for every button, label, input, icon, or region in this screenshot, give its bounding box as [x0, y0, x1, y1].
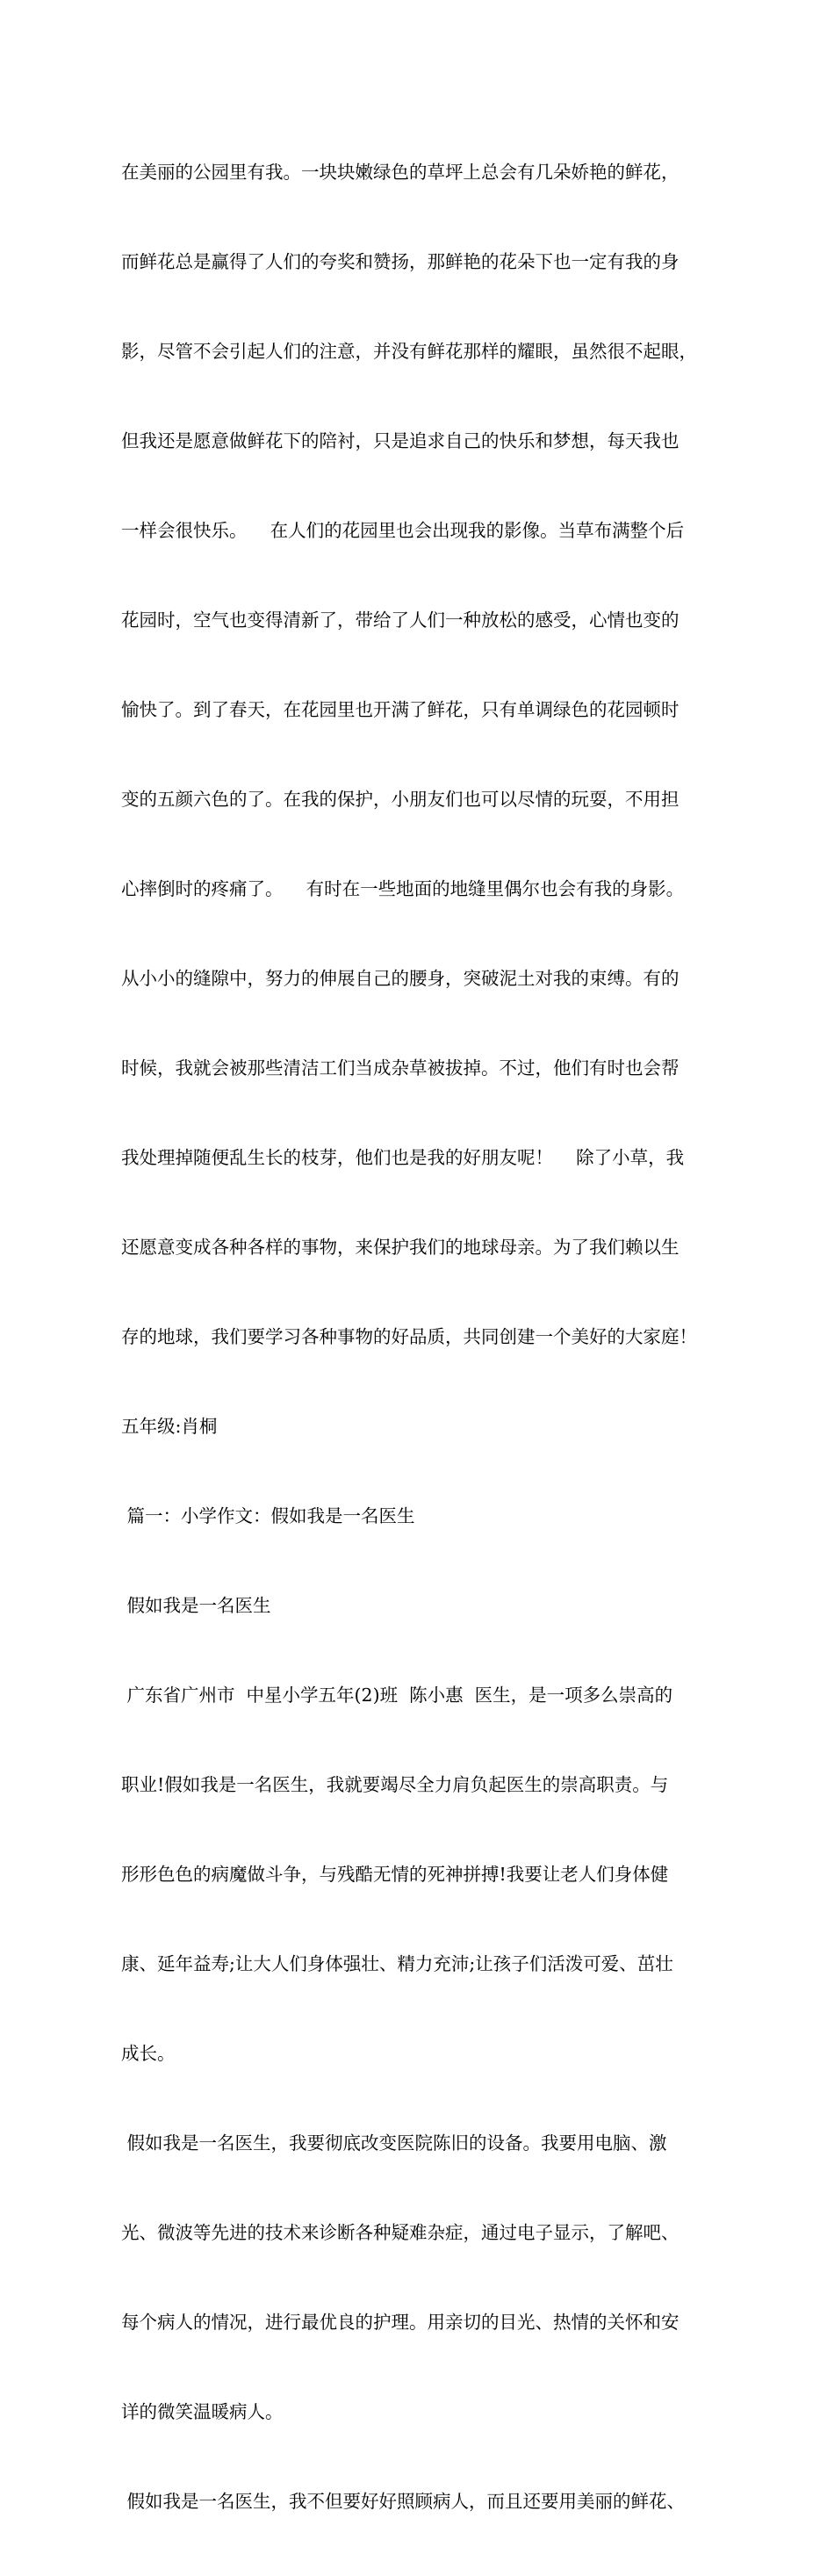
text-line: 影，尽管不会引起人们的注意，并没有鲜花那样的耀眼，虽然很不起眼，	[121, 341, 697, 362]
text-line: 详的微笑温暖病人。	[121, 2401, 284, 2422]
text-line: 存的地球，我们要学习各种事物的好品质，共同创建一个美好的大家庭！	[121, 1326, 697, 1347]
text-line: 而鲜花总是赢得了人们的夸奖和赞扬，那鲜艳的花朵下也一定有我的身	[121, 251, 679, 272]
text-line: 职业!假如我是一名医生，我就要竭尽全力肩负起医生的崇高职责。与	[121, 1774, 669, 1795]
text-line: 假如我是一名医生，我要彻底改变医院陈旧的设备。我要用电脑、激	[121, 2132, 667, 2154]
essay-title: 假如我是一名医生	[121, 1595, 271, 1616]
text-line: 成长。	[121, 2043, 176, 2064]
text-line: 从小小的缝隙中，努力的伸展自己的腰身，突破泥土对我的束缚。有的	[121, 968, 679, 989]
section-heading: 篇一：小学作文：假如我是一名医生	[121, 1505, 415, 1526]
text-line: 一样会很快乐。 在人们的花园里也会出现我的影像。当草布满整个后	[121, 520, 685, 541]
text-line: 但我还是愿意做鲜花下的陪衬，只是追求自己的快乐和梦想，每天我也	[121, 430, 679, 451]
text-line: 变的五颜六色的了。在我的保护，小朋友们也可以尽情的玩耍，不用担	[121, 789, 679, 810]
text-line: 广东省广州市 中星小学五年(2)班 陈小惠 医生，是一项多么崇高的	[121, 1685, 673, 1706]
text-line: 康、延年益寿;让大人们身体强壮、精力充沛;让孩子们活泼可爱、茁壮	[121, 1953, 673, 1974]
text-line: 心摔倒时的疼痛了。 有时在一些地面的地缝里偶尔也会有我的身影。	[121, 878, 685, 899]
text-line: 花园时，空气也变得清新了，带给了人们一种放松的感受，心情也变的	[121, 610, 679, 631]
text-line: 假如我是一名医生，我不但要好好照顾病人，而且还要用美丽的鲜花、	[121, 2491, 686, 2512]
text-line: 我处理掉随便乱生长的枝芽，他们也是我的好朋友呢！ 除了小草，我	[121, 1147, 685, 1168]
text-line: 每个病人的情况，进行最优良的护理。用亲切的目光、热情的关怀和安	[121, 2312, 679, 2333]
document-body	[121, 97, 736, 2576]
text-line: 形形色色的病魔做斗争，与残酷无情的死神拼搏!我要让老人们身体健	[121, 1864, 669, 1885]
text-line: 在美丽的公园里有我。一块块嫩绿色的草坪上总会有几朵娇艳的鲜花，	[121, 162, 679, 183]
author-line: 五年级:肖桐	[121, 1416, 218, 1437]
text-line: 时候，我就会被那些清洁工们当成杂草被拔掉。不过，他们有时也会帮	[121, 1057, 679, 1079]
text-line: 还愿意变成各种各样的事物，来保护我们的地球母亲。为了我们赖以生	[121, 1237, 679, 1258]
text-line: 光、微波等先进的技术来诊断各种疑难杂症，通过电子显示，了解吧、	[121, 2222, 679, 2243]
text-line: 愉快了。到了春天，在花园里也开满了鲜花，只有单调绿色的花园顿时	[121, 699, 679, 720]
